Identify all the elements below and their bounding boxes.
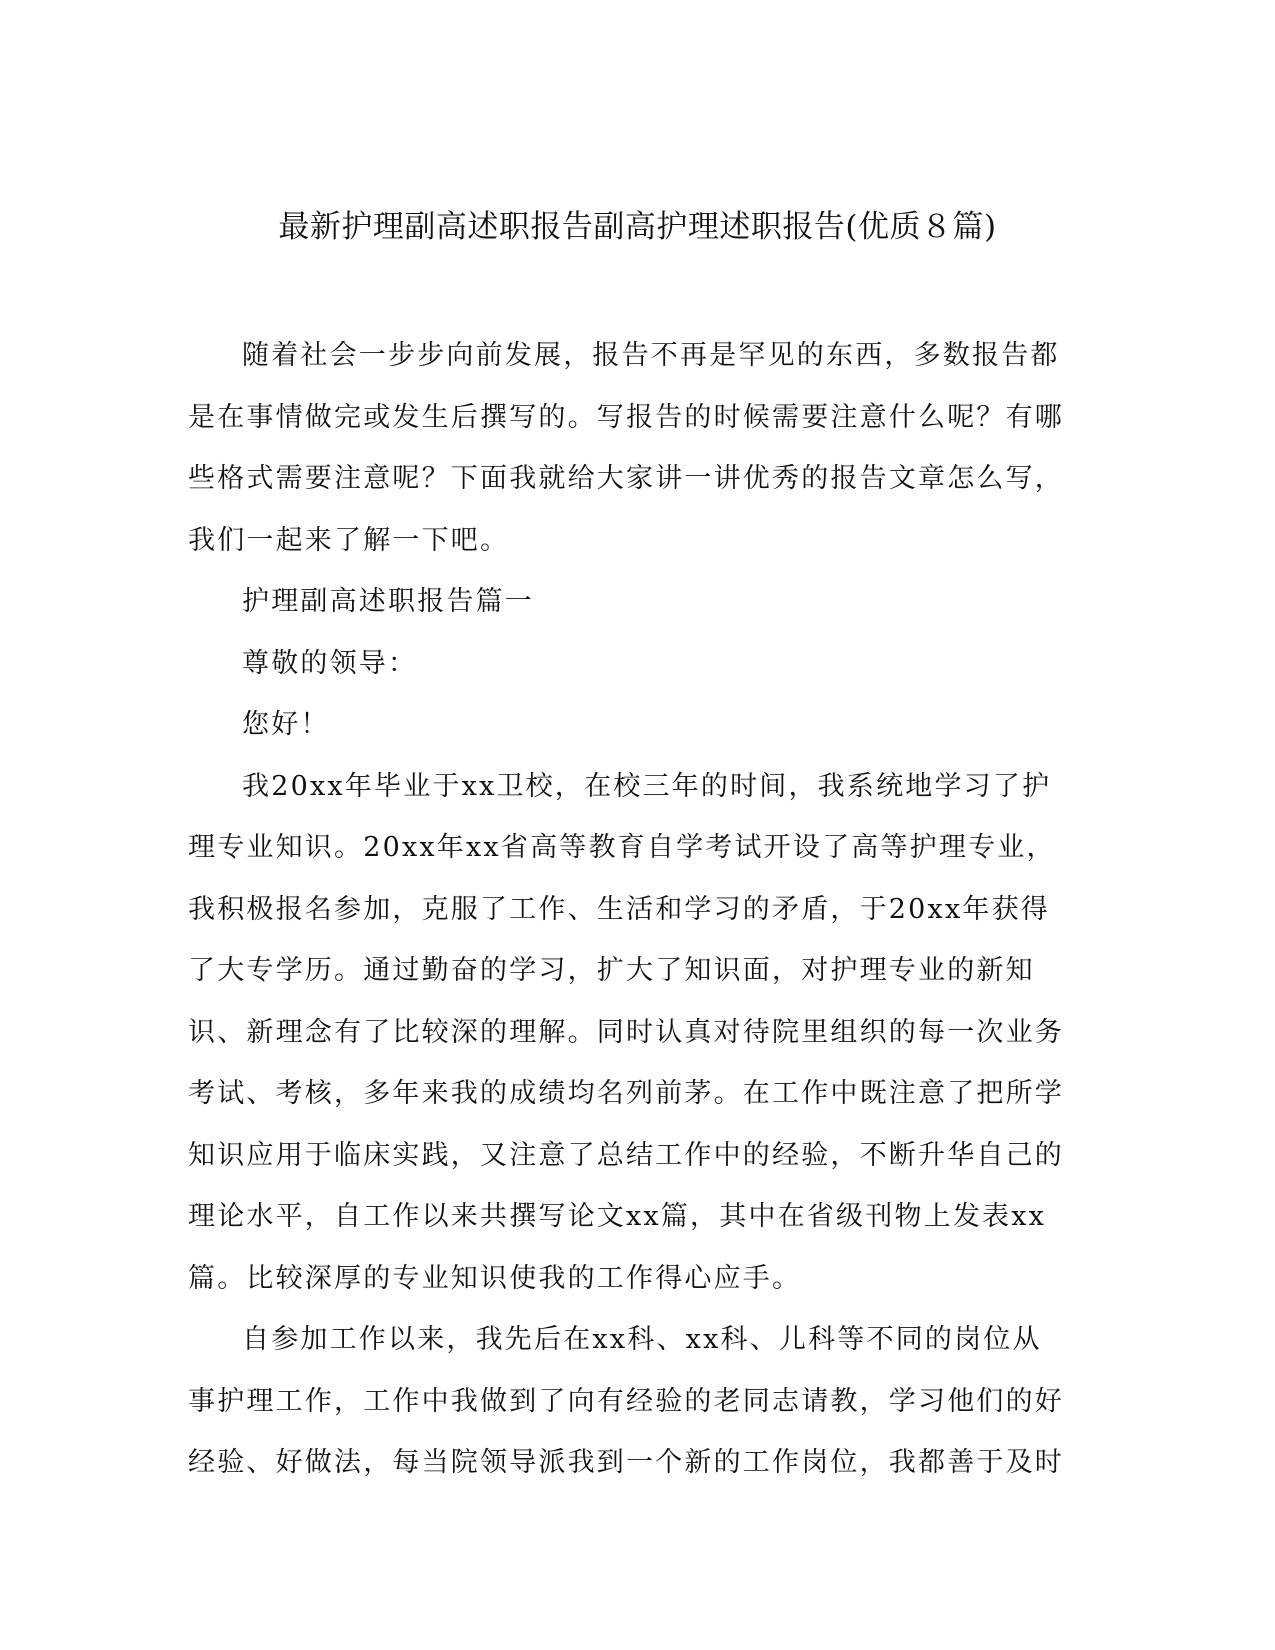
intro-paragraph: 随着社会一步步向前发展，报告不再是罕见的东西，多数报告都是在事情做完或发生后撰写的。写报告的时候需要注意什么呢？有哪些格式需要注意呢？下面我就给大家讲一讲优秀的报告文章怎么写，我们一起来了解一下吧。 bbox=[188, 340, 1064, 556]
document-body bbox=[188, 325, 1068, 1494]
section-heading: 护理副高述职报告篇一 bbox=[242, 586, 534, 617]
greeting: 您好！ bbox=[242, 709, 330, 740]
body-paragraph-2: 自参加工作以来，我先后在xx科、xx科、儿科等不同的岗位从事护理工作，工作中我做到了向有经验的老同志请教，学习他们的好经验、好做法，每当院领导派我到一个新的工作岗位，我都善于及时 bbox=[188, 1324, 1064, 1478]
body-paragraph-1: 我20xx年毕业于xx卫校，在校三年的时间，我系统地学习了护理专业知识。20xx年xx省高等教育自学考试开设了高等护理专业，我积极报名参加，克服了工作、生活和学习的矛盾，于20xx年获得了大专学历。通过勤奋的学习，扩大了知识面，对护理专业的新知识、新理念有了比较深的理解。同时认真对待院里组织的每一次业务考试、考核，多年来我的成绩均名列前茅。在工作中既注意了把所学知识应用于临床实践，又注意了总结工作中的经验，不断升华自己的理论水平，自工作以来共撰写论文xx篇，其中在省级刊物上发表xx篇。比较深厚的专业知识使我的工作得心应手。 bbox=[188, 770, 1064, 1294]
salutation: 尊敬的领导： bbox=[242, 647, 418, 679]
document-title: 最新护理副高述职报告副高护理述职报告(优质８篇) bbox=[278, 209, 997, 245]
